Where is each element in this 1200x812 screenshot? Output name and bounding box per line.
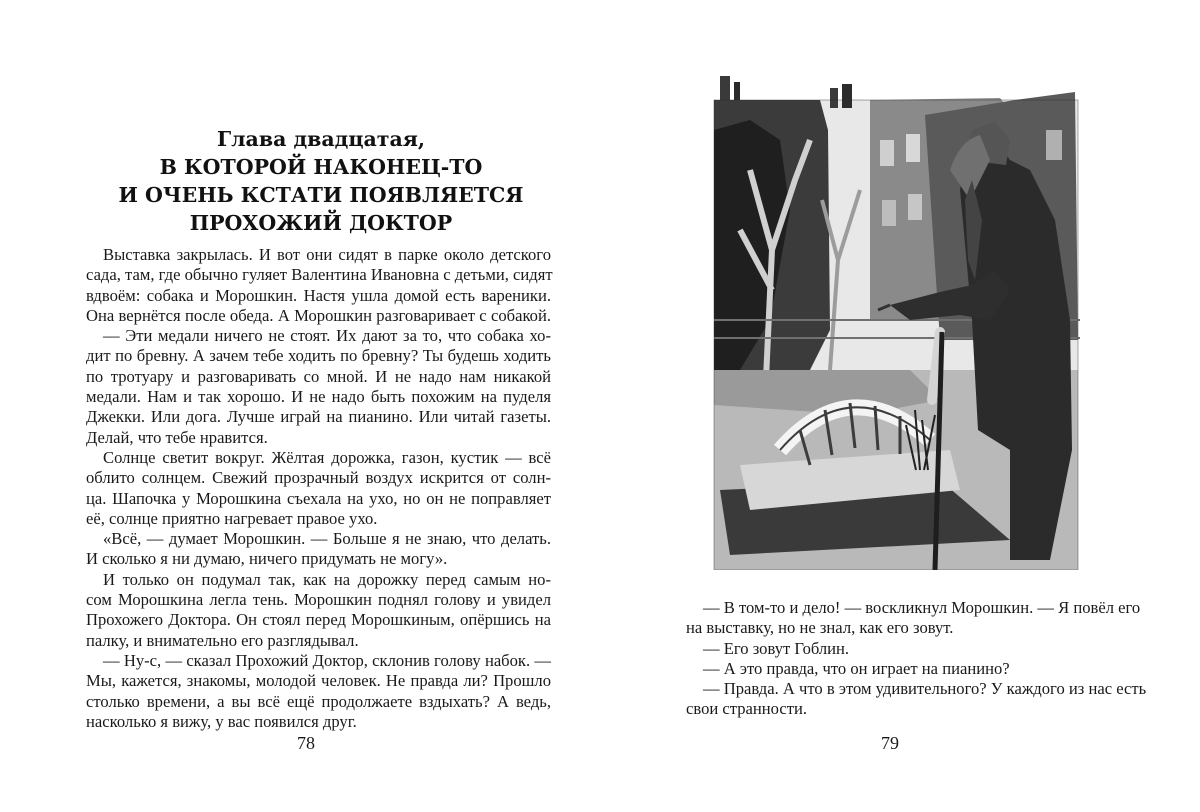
chapter-title-line: В КОТОРОЙ НАКОНЕЦ-ТО [159,155,483,179]
text-line: Мы, кажется, знакомы, молодой человек. Не правда ли? Прошло [86,671,551,691]
text-line: на выставку, но не знал, как его зовут. [686,618,954,638]
text-line: — Ну-с, — сказал Прохожий Доктор, склонив голову набок. — [103,650,551,670]
text-line: ца. Шапочка у Морошкина съехала на ухо, но он не поправляет [86,488,551,508]
chapter-title-line: И ОЧЕНЬ КСТАТИ ПОЯВЛЯЕТСЯ [118,183,524,207]
text-line: вдвоём: собака и Морошкин. Настя ушла домой есть вареники. [86,285,551,305]
page-number: 78 [297,733,315,753]
text-line: палку, и внимательно его разглядывал. [86,630,359,650]
text-line: — Эти медали ничего не стоят. Их дают за то, что собака хо- [103,326,551,346]
chapter-title-line: Глава двадцатая, [216,127,426,151]
text-line: — А это правда, что он играет на пианино? [703,658,1010,678]
text-line: Прохожего Доктора. Он стоял перед Морошкиным, опёршись на [86,610,551,630]
chapter-title-line: ПРОХОЖИЙ ДОКТОР [189,211,453,235]
text-line: Она вернётся после обеда. А Морошкин разговаривает с собакой. [86,305,551,325]
text-line: насколько я вижу, у вас появился друг. [86,711,357,731]
illustration [710,70,1082,570]
illustration-art [710,70,1082,570]
text-line: Солнце светит вокруг. Жёлтая дорожка, газон, кустик — всё [103,447,551,467]
text-line: медали. Нам и так хорошо. И не надо быть похожим на пуделя [86,387,551,407]
right-body-text [686,598,1147,720]
text-line: Выставка закрылась. И вот они сидят в парке около детского [103,245,551,264]
text-line: сом Морошкина легла тень. Морошкин поднял голову и увидел [86,590,551,610]
text-line: её, солнце приятно нагревает правое ухо. [86,508,378,528]
text-line: сада, там, где обычно гуляет Валентина Ивановна с детьми, сидят [86,265,553,285]
text-line: — Его зовут Гоблин. [703,638,850,658]
text-line: И только он подумал так, как на дорожку перед самым но- [103,569,551,589]
text-line: по тротуару и разговаривать со мной. И не надо нам никакой [86,366,551,386]
text-line: облито солнцем. Свежий прозрачный воздух искрится от солн- [86,468,551,488]
text-line: свои странности. [686,699,808,719]
text-line: — Правда. А что в этом удивительного? У каждого из нас есть [703,679,1147,699]
text-line: Джекки. Или дога. Лучше играй на пианино. Или читай газеты. [86,407,551,427]
left-body-text [86,245,551,732]
text-line: дит по бревну. А зачем тебе ходить по бревну? Ты будешь ходить [86,346,551,366]
page-number: 79 [881,733,899,753]
text-line: И сколько я ни думаю, ничего придумать не могу». [86,549,448,569]
text-line: Делай, что тебе нравится. [86,427,268,447]
text-line: «Всё, — думает Морошкин. — Больше я не знаю, что делать. [103,529,551,549]
chapter-title [96,125,546,237]
right-page [600,0,1200,812]
text-line: столько времени, а вы всё ещё продолжаете вздыхать? А ведь, [86,691,551,711]
text-line: — В том-то и дело! — воскликнул Морошкин. — Я повёл его [703,598,1141,617]
